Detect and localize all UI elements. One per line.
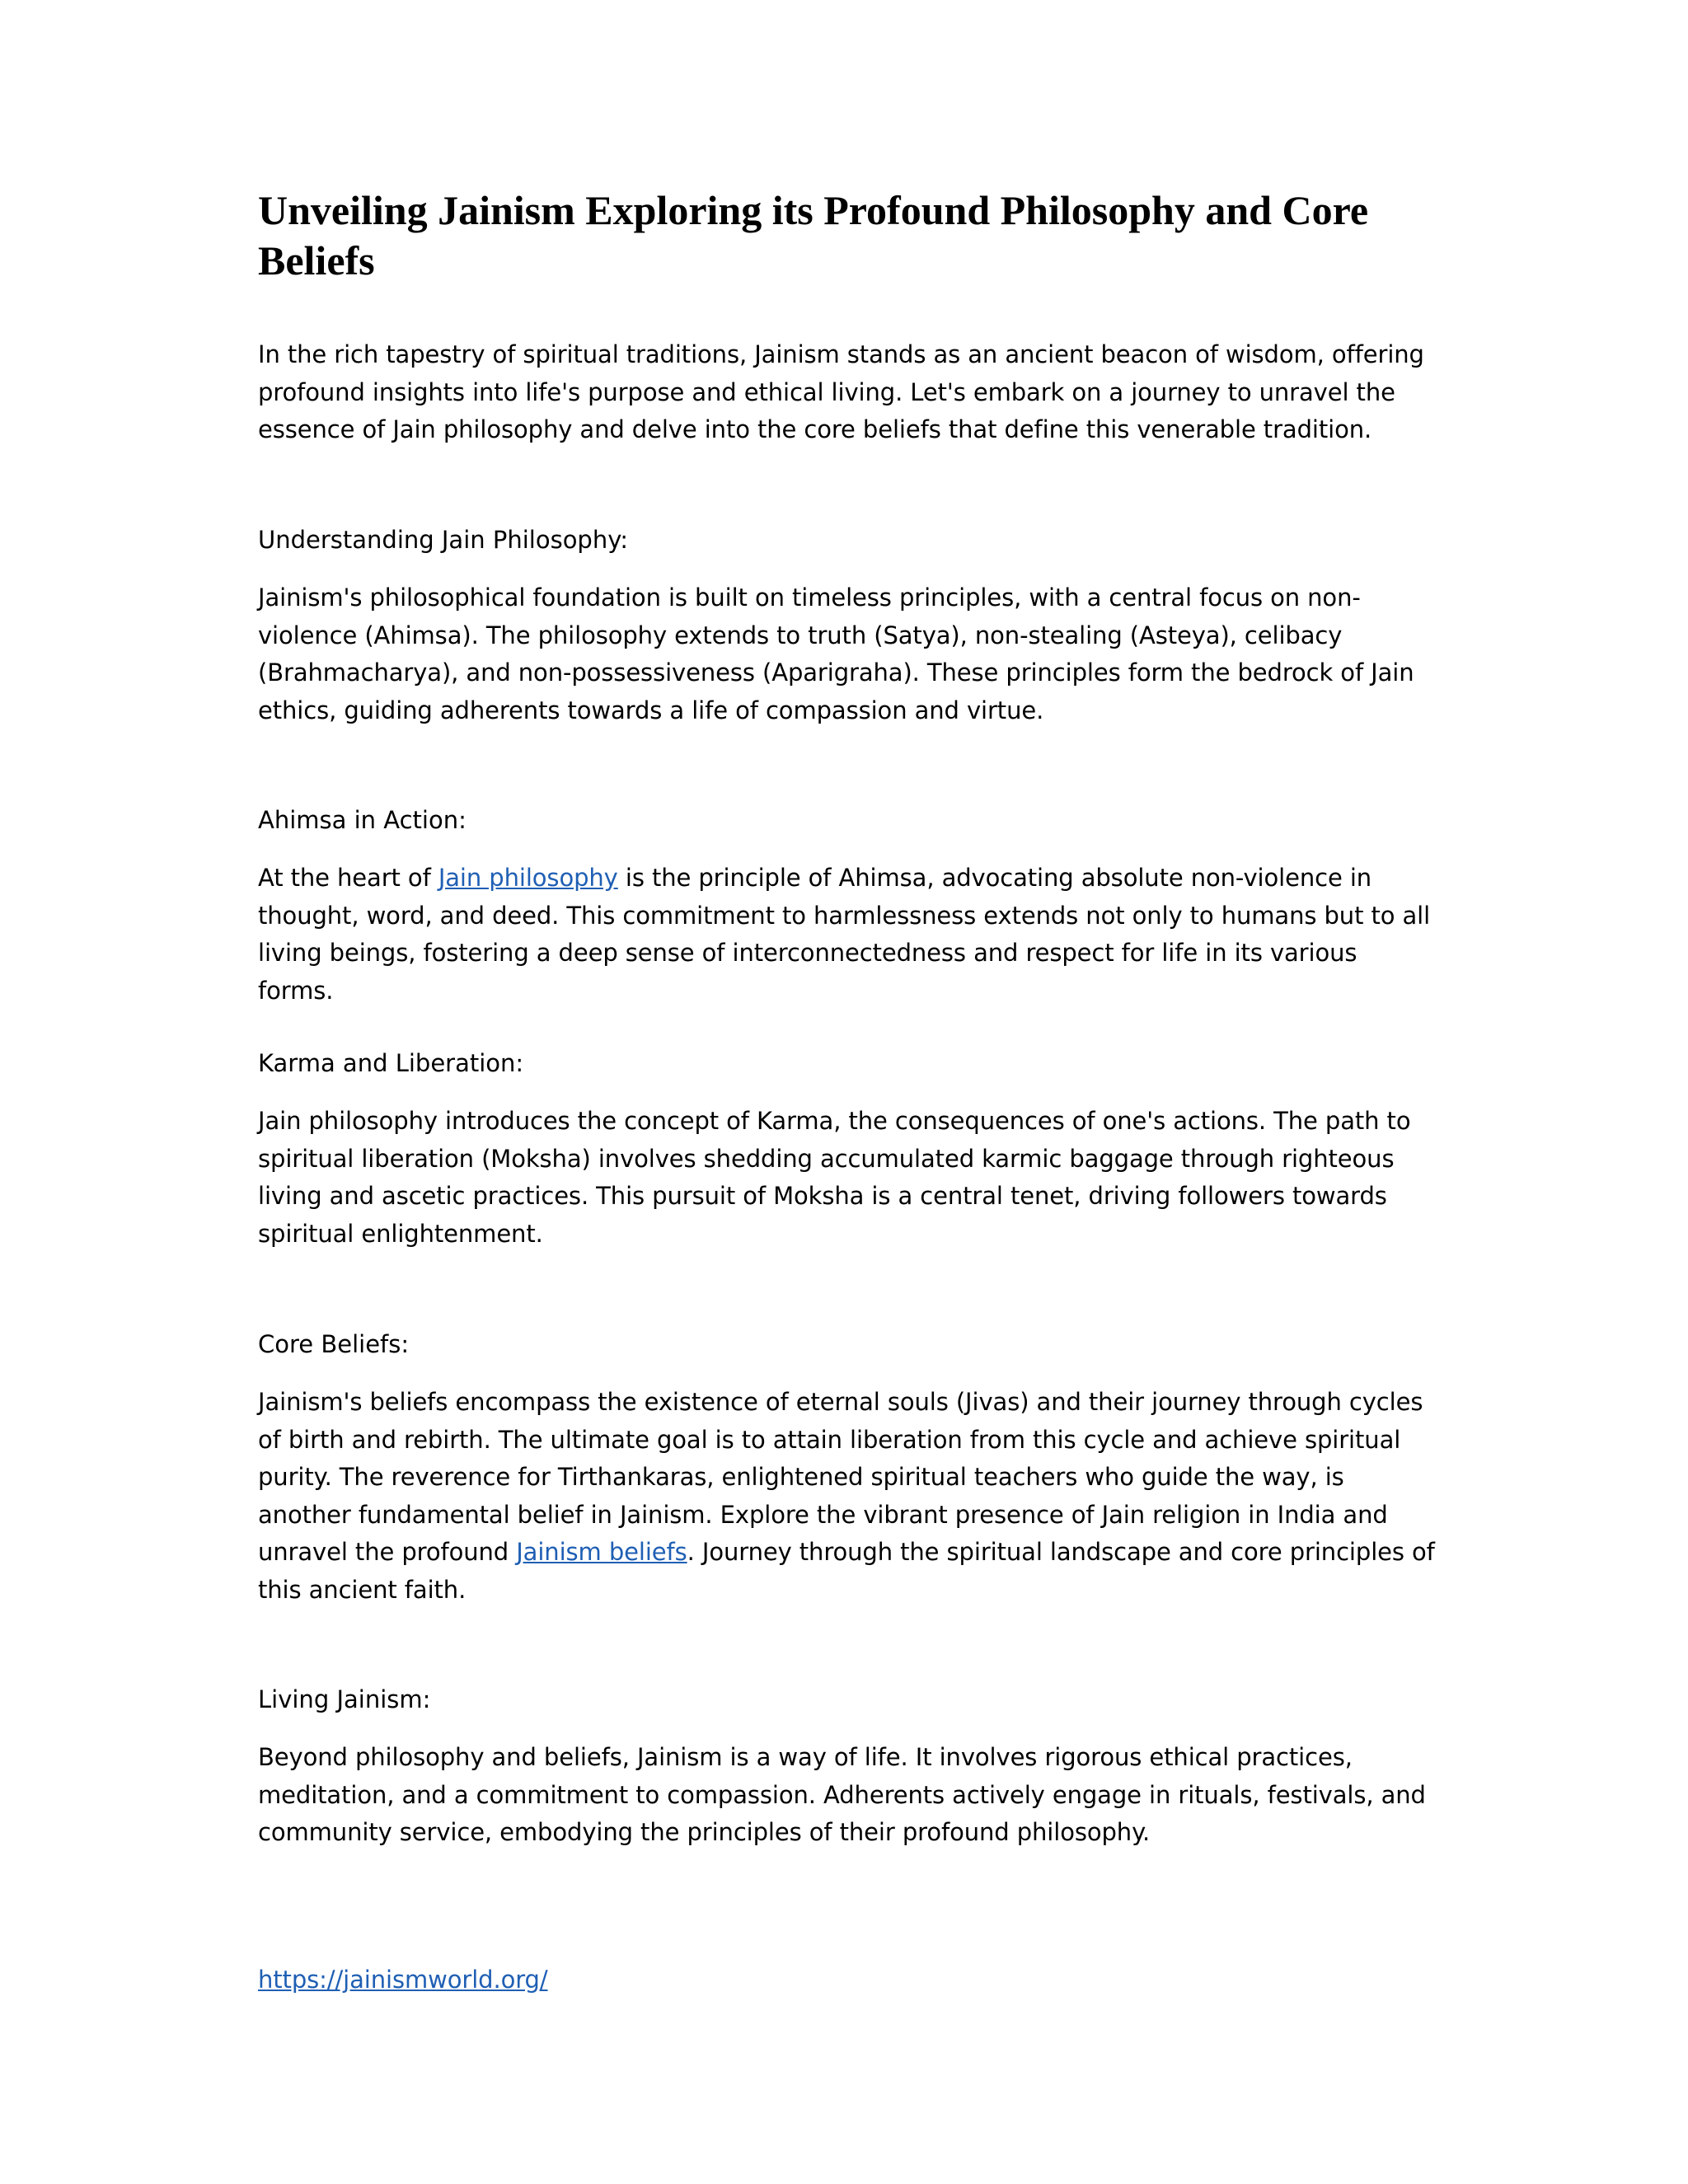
intro-paragraph: In the rich tapestry of spiritual traditions, Jainism stands as an ancient beacon of wisdom, offering profound insights into life's purpose and ethical living. Let's embark on a journey to unravel the essence of Jain philosophy and delve into the core beliefs that define this venerable tradition. [258, 340, 1424, 443]
jainismworld-link[interactable]: https://jainismworld.org/ [258, 1966, 548, 1994]
section-heading-ahimsa: Ahimsa in Action: [258, 806, 467, 834]
document-title: Unveiling Jainism Exploring its Profound Philosophy and Core Beliefs [258, 187, 1369, 284]
section-body-understanding: Jainism's philosophical foundation is built on timeless principles, with a central focus on non-violence (Ahimsa). The philosophy extends to truth (Satya), non-stealing (Asteya), celibacy (Brahmacharya), and non-possessiveness (Aparigraha). These principles form the bedrock of Jain ethics, guiding adherents towards a life of compassion and virtue. [258, 583, 1414, 724]
jain-philosophy-link[interactable]: Jain philosophy [438, 864, 618, 892]
text-segment: At the heart of [258, 864, 438, 892]
text-segment: Jainism's beliefs encompass the existence of eternal souls (Jivas) and their journey through cycles of birth and rebirth. The ultimate goal is to attain liberation from this cycle and achieve spiritual purity. The reverence for Tirthankaras, enlightened spiritual teachers who guide the way, is another fundamental belief in Jainism. Explore the vibrant presence of Jain religion in India and unravel the profound [258, 1388, 1423, 1566]
section-body-core-beliefs [258, 1384, 1437, 1609]
section-heading-living: Living Jainism: [258, 1685, 431, 1713]
section-body-ahimsa [258, 860, 1437, 1010]
footer-link-line [258, 1961, 548, 1999]
section-heading-core-beliefs: Core Beliefs: [258, 1330, 410, 1358]
text-segment: . Journey through the spiritual landscape and core principles of this ancient faith. [258, 1538, 1435, 1604]
text-segment: is the principle of Ahimsa, advocating absolute non-violence in thought, word, and deed. This commitment to harmlessness extends not only to humans but to all living beings, fostering a deep sense of interconnectedness and respect for life in its various forms. [258, 864, 1431, 1005]
section-heading-karma: Karma and Liberation: [258, 1049, 524, 1077]
jainism-beliefs-link[interactable]: Jainism beliefs [516, 1538, 687, 1566]
section-body-living: Beyond philosophy and beliefs, Jainism is a way of life. It involves rigorous ethical practices, meditation, and a commitment to compassion. Adherents actively engage in rituals, festivals, and community service, embodying the principles of their profound philosophy. [258, 1743, 1426, 1846]
section-body-karma: Jain philosophy introduces the concept of Karma, the consequences of one's actions. The path to spiritual liberation (Moksha) involves shedding accumulated karmic baggage through righteous living and ascetic practices. This pursuit of Moksha is a central tenet, driving followers towards spiritual enlightenment. [258, 1107, 1411, 1248]
section-heading-understanding: Understanding Jain Philosophy: [258, 526, 629, 554]
